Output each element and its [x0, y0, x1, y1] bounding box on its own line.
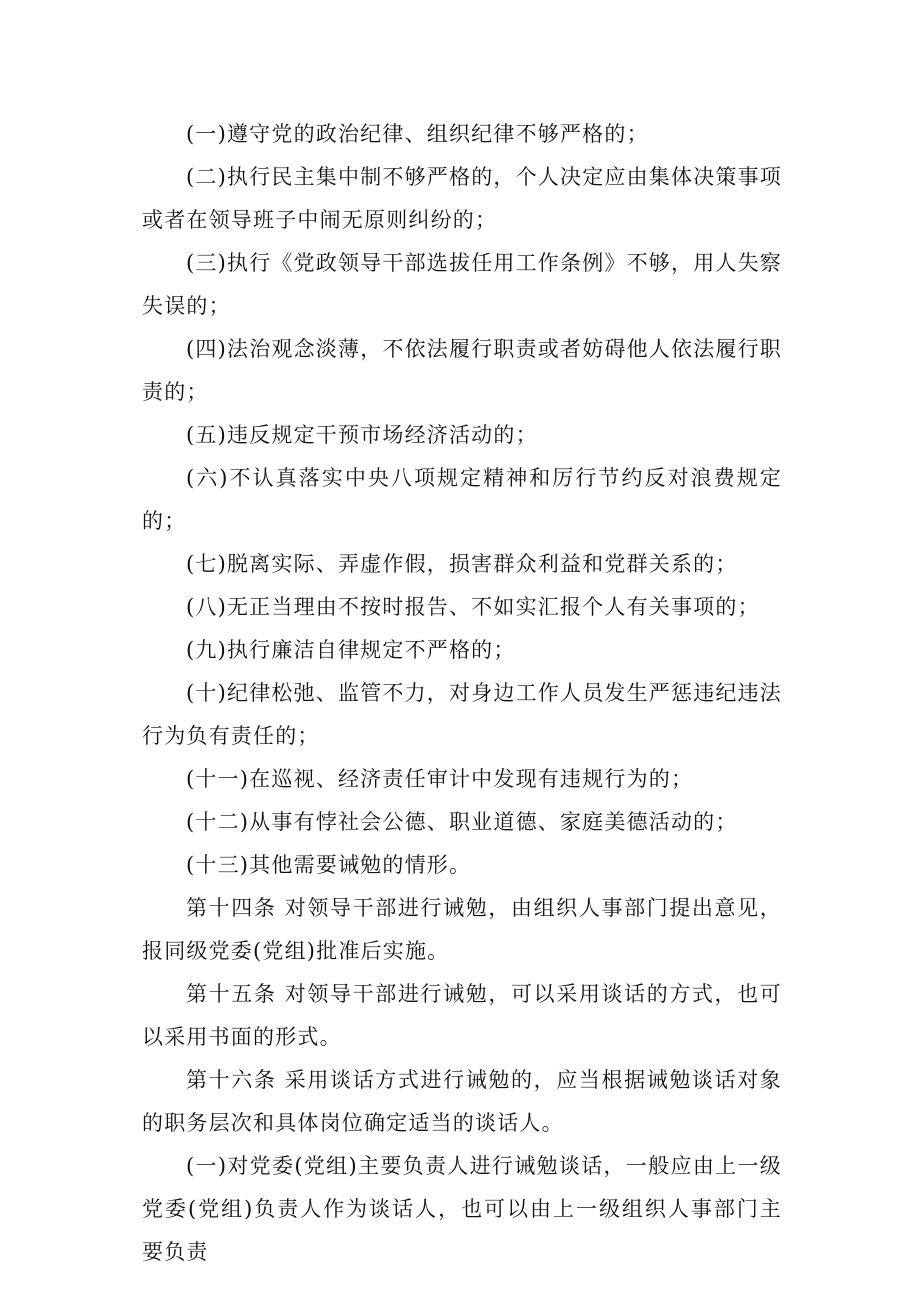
paragraph-item-7: (七)脱离实际、弄虚作假，损害群众利益和党群关系的；	[186, 552, 738, 576]
paragraph-item-2: (二)执行民主集中制不够严格的，个人决定应由集体决策事项或者在领导班子中闹无原则纠纷的；	[142, 165, 782, 232]
article-14-paragraph: 第十四条 对领导干部进行诫勉，由组织人事部门提出意见，报同级党委(党组)批准后实施。	[142, 896, 782, 963]
paragraph-item-11: (十一)在巡视、经济责任审计中发现有违规行为的；	[186, 767, 694, 791]
paragraph-item-4: (四)法治观念淡薄，不依法履行职责或者妨碍他人依法履行职责的；	[142, 337, 782, 404]
article-16-item-1-paragraph: (一)对党委(党组)主要负责人进行诫勉谈话，一般应由上一级党委(党组)负责人作为谈话人，也可以由上一级组织人事部门主要负责	[142, 1154, 782, 1264]
paragraph-item-3: (三)执行《党政领导干部选拔任用工作条例》不够，用人失察失误的；	[142, 251, 782, 318]
paragraph-item-12: (十二)从事有悖社会公德、职业道德、家庭美德活动的；	[186, 810, 738, 834]
paragraph-item-9: (九)执行廉洁自律规定不严格的；	[186, 638, 516, 662]
paragraph-item-13: (十三)其他需要诫勉的情形。	[186, 853, 472, 877]
paragraph-item-6: (六)不认真落实中央八项规定精神和厉行节约反对浪费规定的；	[142, 466, 782, 533]
paragraph-item-1: (一)遵守党的政治纪律、组织纪律不够严格的；	[186, 122, 649, 146]
paragraph-item-5: (五)违反规定干预市场经济活动的；	[186, 423, 538, 447]
article-16-paragraph: 第十六条 采用谈话方式进行诫勉的，应当根据诫勉谈话对象的职务层次和具体岗位确定适当的谈话人。	[142, 1068, 782, 1135]
document-body	[142, 113, 782, 1274]
article-15-paragraph: 第十五条 对领导干部进行诫勉，可以采用谈话的方式，也可以采用书面的形式。	[142, 982, 782, 1049]
paragraph-item-8: (八)无正当理由不按时报告、不如实汇报个人有关事项的；	[186, 595, 760, 619]
paragraph-item-10: (十)纪律松弛、监管不力，对身边工作人员发生严惩违纪违法行为负有责任的；	[142, 681, 782, 748]
